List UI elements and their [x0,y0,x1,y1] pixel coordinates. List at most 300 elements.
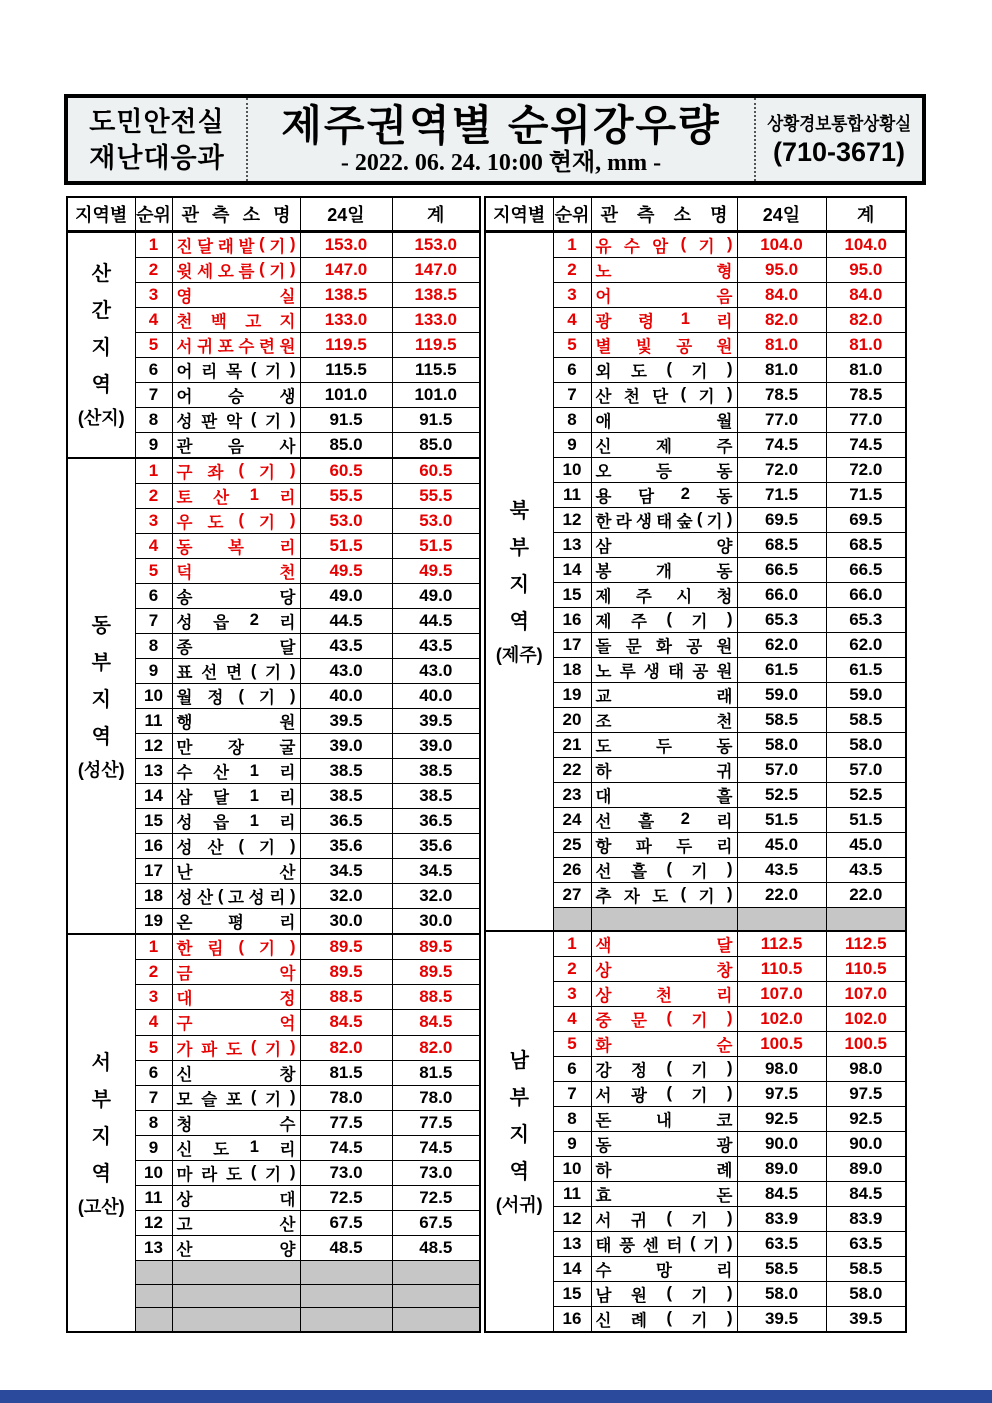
day-value-cell: 89.0 [737,1156,826,1181]
name-char: ( [238,937,244,956]
rank-cell: 15 [135,809,172,834]
name-char: 승 [228,387,244,406]
region-char: 부 [91,651,111,674]
empty-cell [172,1284,300,1308]
empty-cell [826,907,906,931]
total-value-cell: 104.0 [826,231,906,257]
total-value-cell: 78.5 [826,382,906,407]
name-char: 성 [176,839,193,858]
day-value-cell: 22.0 [737,882,826,907]
station-name [173,935,300,959]
name-char: 목 [226,362,243,381]
station-name-cell [591,1256,737,1281]
station-name [592,508,737,532]
station-name-cell [591,1031,737,1056]
station-name [592,1132,737,1156]
station-name [173,333,300,357]
station-name [592,758,737,782]
name-char: 덕 [176,563,193,582]
rank-cell: 10 [553,457,591,482]
name-char: 삼 [176,789,193,808]
name-char: 주 [635,587,652,606]
name-char: ) [726,860,733,878]
name-char: 산 [279,1215,296,1234]
rank-cell: 16 [553,1306,591,1332]
total-value-cell: 71.5 [826,482,906,507]
name-char: 선 [595,862,612,881]
station-name [173,1136,300,1160]
total-value-cell: 89.0 [826,1156,906,1181]
name-char: 도 [630,362,647,381]
day-value-cell: 78.0 [300,1085,392,1110]
name-char: 산 [213,488,230,507]
name-char: 천 [176,312,193,331]
name-char: ) [289,661,296,680]
name-char: 생 [279,387,296,406]
day-value-cell: 81.5 [300,1060,392,1085]
total-value-cell: 38.5 [392,784,480,809]
station-name-cell [172,985,300,1010]
name-char: 선 [201,664,218,683]
name-char: 광 [630,1086,647,1105]
day-value-cell: 82.0 [300,1035,392,1060]
day-value-cell: 66.5 [737,557,826,582]
name-char: 담 [638,487,655,506]
name-char: ) [289,1163,296,1182]
rank-cell: 11 [135,1185,172,1210]
name-char: 귀 [716,762,733,781]
name-char: ) [726,510,733,528]
name-char: 제 [656,437,672,456]
station-name [173,960,300,984]
name-char: 읍 [213,613,230,632]
name-char: 리 [279,1140,296,1159]
name-char: 읍 [213,814,230,833]
name-char: 산 [213,764,230,783]
empty-cell [135,1260,172,1284]
day-value-cell: 84.5 [737,1181,826,1206]
day-value-cell: 115.5 [300,357,392,382]
column-header-1: 순위 [135,197,172,231]
station-name [592,358,737,382]
name-char: 귀 [197,337,214,356]
name-char: 2 [249,611,259,630]
name-char: 상 [595,986,612,1005]
rank-cell: 12 [135,734,172,759]
station-name [592,1057,737,1081]
rank-cell: 5 [553,332,591,357]
rank-cell: 6 [135,583,172,608]
region-char: 부 [509,1086,529,1109]
rank-cell: 14 [553,1256,591,1281]
name-char: ) [289,886,296,905]
station-name-cell [591,1206,737,1231]
day-value-cell: 57.0 [737,757,826,782]
name-char: 억 [279,1015,296,1034]
total-value-cell: 55.5 [392,483,480,508]
station-name-cell [591,282,737,307]
station-name [592,458,737,482]
name-char: 리 [279,914,296,933]
name-char: 오 [217,262,234,281]
name-char: 례 [630,1311,647,1330]
station-name-cell [591,732,737,757]
station-name-cell [172,784,300,809]
total-value-cell: 43.5 [392,634,480,659]
day-value-cell: 72.5 [300,1185,392,1210]
rank-cell: 18 [553,657,591,682]
station-name-cell [172,1060,300,1085]
day-value-cell: 73.0 [300,1160,392,1185]
day-value-cell: 52.5 [737,782,826,807]
name-char: 산 [176,1240,193,1259]
name-char: 사 [279,437,296,456]
total-value-cell: 60.5 [392,458,480,484]
name-char: ) [726,1059,733,1078]
name-char: 동 [595,1136,612,1155]
name-char: 리 [279,613,296,632]
station-name [592,383,737,407]
name-char: 제 [595,587,612,606]
table-head [485,197,906,231]
rank-cell: 1 [135,934,172,960]
day-value-cell: 38.5 [300,759,392,784]
rank-cell: 15 [553,1281,591,1306]
rank-cell: 16 [135,834,172,859]
station-name [592,333,737,357]
station-name-cell [172,1185,300,1210]
day-value-cell: 89.5 [300,960,392,985]
name-char: ( [696,510,703,528]
empty-cell [737,907,826,931]
name-char: 봉 [595,562,612,581]
rank-cell: 3 [135,508,172,533]
column-header-name-dist [173,201,300,227]
station-name-cell [172,382,300,407]
name-char: 코 [716,1111,733,1130]
name-char: 복 [228,538,244,557]
name-char: 마 [176,1165,193,1184]
department-line2: 재난대응과 [89,142,225,173]
day-value-cell: 101.0 [300,382,392,407]
station-name-cell [172,659,300,684]
station-name-cell [591,1181,737,1206]
station-name-cell [591,257,737,282]
name-char: 노 [595,662,612,681]
station-name [592,558,737,582]
rank-cell: 1 [553,931,591,957]
name-char: 1 [249,811,259,830]
name-char: 천 [279,563,296,582]
name-char: 행 [176,714,193,733]
name-char: 름 [238,262,255,281]
rank-cell: 1 [135,231,172,257]
report-header [64,94,926,185]
day-value-cell: 49.5 [300,558,392,583]
name-char: 천 [623,387,640,406]
station-name-cell [172,407,300,432]
name-char: 명 [273,204,291,225]
station-name [592,1007,737,1031]
name-char: 대 [595,787,612,806]
rank-cell: 1 [553,231,591,257]
total-value-cell: 81.0 [826,357,906,382]
region-char: 동 [91,614,111,637]
rank-cell: 2 [553,956,591,981]
name-char: ) [289,686,296,705]
rank-cell: 23 [553,782,591,807]
total-value-cell: 82.0 [392,1035,480,1060]
total-value-cell: 77.5 [392,1110,480,1135]
station-name-cell [591,432,737,457]
region-char: 부 [509,536,529,559]
name-char: 지 [279,312,296,331]
station-name [173,358,300,382]
station-name-cell [172,357,300,382]
name-char: 산 [207,839,224,858]
station-name [173,734,300,758]
station-name [173,584,300,608]
rank-cell: 4 [135,1010,172,1035]
day-value-cell: 95.0 [737,257,826,282]
name-char: 도 [207,513,224,532]
total-value-cell: 69.5 [826,507,906,532]
name-char: ( [238,461,244,480]
rank-cell: 8 [135,1110,172,1135]
name-char: 파 [635,837,652,856]
name-char: ) [289,511,296,530]
name-char: 명 [710,204,728,225]
total-value-cell: 110.5 [826,956,906,981]
station-name [592,1182,737,1206]
name-char: 한 [176,940,193,959]
station-name [173,1111,300,1135]
name-char: ) [726,1309,733,1328]
name-char: 기 [265,1090,282,1109]
rank-cell: 3 [135,282,172,307]
name-char: ( [250,410,257,429]
name-char: 양 [279,1240,296,1259]
station-name-cell [172,307,300,332]
station-name [592,408,737,432]
station-name [592,683,737,707]
station-name [173,233,300,257]
rank-cell: 3 [553,282,591,307]
station-name-cell [591,332,737,357]
day-value-cell: 92.5 [737,1106,826,1131]
name-char: 기 [698,237,715,256]
rank-cell: 24 [553,807,591,832]
name-char: 리 [716,812,733,831]
name-char: 돈 [595,1111,612,1130]
region-label [68,233,135,457]
total-value-cell: 51.5 [826,807,906,832]
name-char: 교 [595,687,612,706]
total-value-cell: 91.5 [392,407,480,432]
rank-cell: 13 [135,759,172,784]
name-char: 1 [249,486,259,505]
name-char: 공 [676,337,693,356]
name-char: 리 [279,764,296,783]
day-value-cell: 32.0 [300,884,392,909]
name-char: ) [726,1209,733,1228]
day-value-cell: 34.5 [300,859,392,884]
name-char: 창 [279,1065,296,1084]
name-char: 기 [691,862,708,881]
day-value-cell: 107.0 [737,981,826,1006]
station-name-cell [172,934,300,960]
total-value-cell: 36.5 [392,809,480,834]
total-value-cell: 45.0 [826,832,906,857]
name-char: 리 [269,889,286,908]
station-name-cell [172,558,300,583]
rank-cell: 9 [135,1135,172,1160]
office-phone: (710-3671) [772,136,906,167]
station-name-cell [172,1135,300,1160]
name-char: 기 [265,412,282,431]
total-value-cell: 72.0 [826,457,906,482]
station-name [173,609,300,633]
rank-cell: 21 [553,732,591,757]
name-char: 악 [279,965,296,984]
day-value-cell: 100.5 [737,1031,826,1056]
station-name-cell [172,960,300,985]
day-value-cell: 59.0 [737,682,826,707]
station-name [592,957,737,981]
region-char: 남 [509,1049,529,1072]
day-value-cell: 60.5 [300,458,392,484]
office-block [756,98,922,181]
day-value-cell: 69.5 [737,507,826,532]
day-value-cell: 39.0 [300,734,392,759]
total-value-cell: 88.5 [392,985,480,1010]
name-char: ( [259,235,265,254]
total-value-cell: 51.5 [392,533,480,558]
name-char: 도 [226,1040,243,1059]
name-char: 서 [595,1211,612,1230]
day-value-cell: 66.0 [737,582,826,607]
rank-cell: 17 [135,859,172,884]
region-char: 지 [91,337,111,360]
region-char: 역 [91,725,111,748]
name-char: 가 [176,1040,193,1059]
station-name [173,283,300,307]
total-value-cell: 52.5 [826,782,906,807]
name-char: 대 [279,1190,296,1209]
name-char: 대 [176,990,193,1009]
name-char: 동 [176,538,193,557]
region-sub-label: (서귀) [495,1194,543,1215]
name-char: ) [289,1038,296,1057]
station-name-cell [172,634,300,659]
day-value-cell: 65.3 [737,607,826,632]
station-name-cell [591,956,737,981]
total-value-cell: 43.0 [392,659,480,684]
name-char: 리 [201,362,218,381]
name-char: 신 [176,1140,193,1159]
name-char: 산 [197,889,214,908]
name-char: 추 [595,887,612,906]
name-char: 기 [259,839,275,858]
station-name [173,709,300,733]
total-value-cell: 58.5 [826,707,906,732]
name-char: 기 [691,1311,708,1330]
table-body [485,231,906,1332]
total-value-cell: 32.0 [392,884,480,909]
station-name [592,258,737,282]
total-value-cell: 74.5 [826,432,906,457]
total-value-cell: 89.5 [392,934,480,960]
region-label [486,233,553,930]
name-char: ) [289,235,296,254]
total-value-cell: 58.0 [826,732,906,757]
station-name [592,483,737,507]
name-char: ) [289,937,296,956]
total-value-cell: 57.0 [826,757,906,782]
name-char: 원 [630,1286,647,1305]
name-char: 하 [595,1161,612,1180]
name-char: 동 [716,462,733,481]
day-value-cell: 74.5 [300,1135,392,1160]
region-sub-label: (성산) [77,759,125,780]
station-name-cell [172,1160,300,1185]
rank-cell: 2 [553,257,591,282]
station-name-cell [591,307,737,332]
empty-cell [172,1308,300,1332]
total-value-cell: 39.5 [392,709,480,734]
station-name-cell [591,757,737,782]
name-char: 라 [201,1165,218,1184]
name-char: 수 [238,337,255,356]
station-name [173,484,300,508]
station-name [173,1161,300,1185]
name-char: 래 [716,687,733,706]
rank-cell: 13 [135,1235,172,1260]
name-char: 한 [595,512,612,531]
day-value-cell: 82.0 [737,307,826,332]
header-row [67,197,480,231]
name-char: 기 [269,262,286,281]
total-value-cell: 72.5 [392,1185,480,1210]
name-char: 굴 [279,739,296,758]
name-char: 별 [595,337,612,356]
day-value-cell: 153.0 [300,231,392,257]
total-value-cell: 39.5 [826,1306,906,1332]
column-header-3: 24일 [300,197,392,231]
region-char: 역 [91,1162,111,1185]
name-char: 효 [595,1186,612,1205]
station-name-cell [591,357,737,382]
day-value-cell: 39.5 [737,1306,826,1332]
station-name [592,233,737,257]
column-header-2 [591,197,737,231]
name-char: 기 [703,1236,720,1255]
name-char: 용 [595,487,612,506]
station-name-cell [591,657,737,682]
rank-cell: 18 [135,884,172,909]
name-char: 외 [595,362,612,381]
rank-cell: 6 [553,357,591,382]
station-name-cell [172,483,300,508]
total-value-cell: 48.5 [392,1235,480,1260]
day-value-cell: 112.5 [737,931,826,957]
day-value-cell: 77.5 [300,1110,392,1135]
rank-cell: 10 [553,1156,591,1181]
name-char: 광 [595,312,612,331]
day-value-cell: 49.0 [300,583,392,608]
rank-cell: 16 [553,607,591,632]
name-char: 수 [279,1115,296,1134]
